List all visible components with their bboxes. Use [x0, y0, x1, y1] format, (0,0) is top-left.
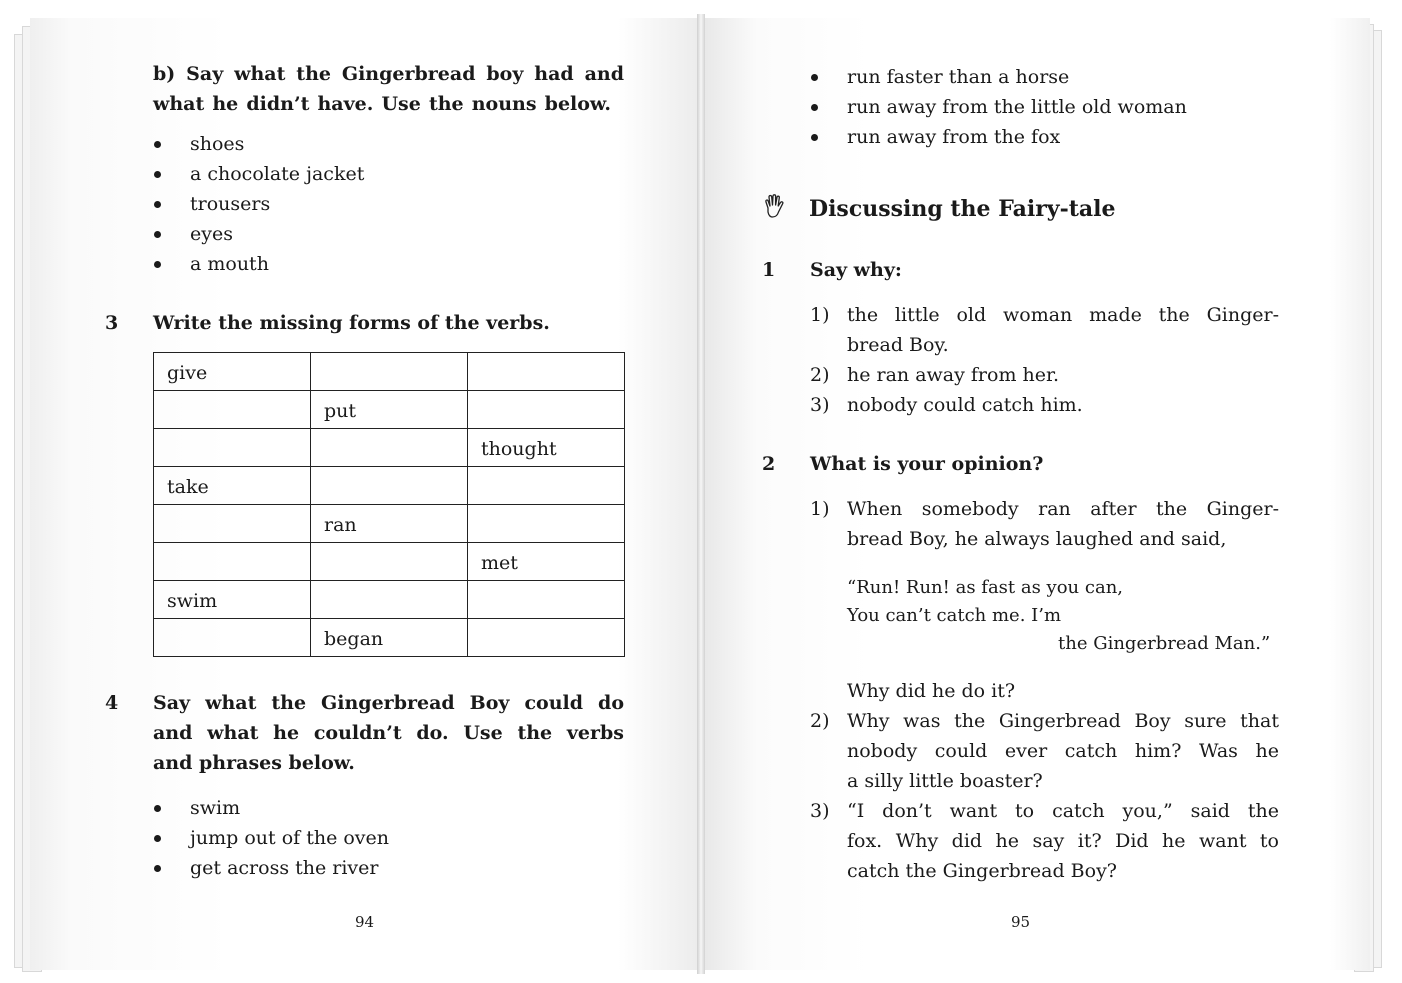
q2-item-2-line2: nobody could ever catch him? Was he [847, 740, 1279, 762]
list-item: a mouth [190, 253, 269, 275]
table-cell: began [311, 619, 468, 657]
q2-item-3-line2: fox. Why did he say it? Did he want to [847, 830, 1279, 852]
exercise-b-line1: b) Say what the Gingerbread boy had and [153, 63, 624, 85]
list-item: shoes [190, 133, 245, 155]
table-cell: ran [311, 505, 468, 543]
table-row [154, 505, 625, 543]
table-row [154, 543, 625, 581]
q1-item-1-number: 1) [810, 304, 830, 326]
table-row [154, 429, 625, 467]
q2-item-1-line1: When somebody ran after the Ginger- [847, 498, 1279, 520]
question-1-title: Say why: [810, 259, 902, 281]
q1-item-3-number: 3) [810, 394, 830, 416]
q1-item-1-line1: the little old woman made the Ginger- [847, 304, 1279, 326]
bullet-icon [154, 805, 161, 812]
q2-item-3-line3: catch the Gingerbread Boy? [847, 860, 1117, 882]
page-number-left: 94 [355, 913, 375, 931]
table-cell [154, 505, 311, 543]
list-item: a chocolate jacket [190, 163, 365, 185]
exercise-4-number: 4 [105, 692, 119, 714]
table-cell [311, 543, 468, 581]
q1-item-2-number: 2) [810, 364, 830, 386]
list-item: swim [190, 797, 241, 819]
question-1-number: 1 [762, 259, 776, 281]
q1-item-3-line1: nobody could catch him. [847, 394, 1083, 416]
list-item: run faster than a horse [847, 66, 1070, 88]
table-cell [154, 543, 311, 581]
exercise-b-line2: what he didn’t have. Use the nouns below. [153, 93, 611, 115]
list-item: run away from the fox [847, 126, 1061, 148]
exercise-4-line3: and phrases below. [153, 752, 355, 774]
table-cell [154, 619, 311, 657]
q2-item-2-line1: Why was the Gingerbread Boy sure that [847, 710, 1279, 732]
table-cell: thought [468, 429, 625, 467]
why-question: Why did he do it? [847, 680, 1016, 702]
exercise-4-line1: Say what the Gingerbread Boy could do [153, 692, 624, 714]
bullet-icon [811, 134, 818, 141]
q1-item-2-line1: he ran away from her. [847, 364, 1060, 386]
bullet-icon [154, 171, 161, 178]
quote-line-1: “Run! Run! as fast as you can, [847, 577, 1124, 598]
quote-line-3: the Gingerbread Man.” [1058, 633, 1271, 654]
hand-icon [763, 194, 787, 220]
bullet-icon [811, 74, 818, 81]
table-cell [468, 391, 625, 429]
page-number-right: 95 [1011, 913, 1031, 931]
bullet-icon [154, 141, 161, 148]
table-cell [468, 581, 625, 619]
table-cell [311, 429, 468, 467]
table-cell: met [468, 543, 625, 581]
q1-item-1-line2: bread Boy. [847, 334, 949, 356]
table-cell [154, 391, 311, 429]
question-2-title: What is your opinion? [810, 453, 1044, 475]
table-cell [468, 619, 625, 657]
table-cell: put [311, 391, 468, 429]
list-item: eyes [190, 223, 233, 245]
bullet-icon [154, 201, 161, 208]
quote-line-2: You can’t catch me. I’m [847, 605, 1062, 626]
q2-item-3-number: 3) [810, 800, 830, 822]
section-title: Discussing the Fairy-tale [809, 196, 1116, 222]
q2-item-2-line3: a silly little boaster? [847, 770, 1043, 792]
q2-item-1-number: 1) [810, 498, 830, 520]
bullet-icon [811, 104, 818, 111]
table-row [154, 581, 625, 619]
bullet-icon [154, 835, 161, 842]
exercise-3-title: Write the missing forms of the verbs. [153, 312, 550, 334]
book-spine [697, 14, 705, 974]
bullet-icon [154, 865, 161, 872]
table-row [154, 619, 625, 657]
bullet-icon [154, 261, 161, 268]
exercise-3-number: 3 [105, 312, 119, 334]
table-row [154, 353, 625, 391]
table-cell: give [154, 353, 311, 391]
list-item: get across the river [190, 857, 379, 879]
table-row [154, 467, 625, 505]
table-cell [311, 467, 468, 505]
table-cell [311, 353, 468, 391]
q2-item-3-line1: “I don’t want to catch you,” said the [847, 800, 1279, 822]
table-cell: swim [154, 581, 311, 619]
table-cell [154, 429, 311, 467]
table-row [154, 391, 625, 429]
list-item: trousers [190, 193, 271, 215]
verb-forms-table [153, 352, 625, 657]
bullet-icon [154, 231, 161, 238]
table-cell [311, 581, 468, 619]
table-cell [468, 353, 625, 391]
table-cell [468, 505, 625, 543]
q2-item-2-number: 2) [810, 710, 830, 732]
q2-item-1-line2: bread Boy, he always laughed and said, [847, 528, 1227, 550]
list-item: run away from the little old woman [847, 96, 1187, 118]
list-item: jump out of the oven [190, 827, 390, 849]
question-2-number: 2 [762, 453, 776, 475]
exercise-4-line2: and what he couldn’t do. Use the verbs [153, 722, 624, 744]
table-cell: take [154, 467, 311, 505]
table-cell [468, 467, 625, 505]
